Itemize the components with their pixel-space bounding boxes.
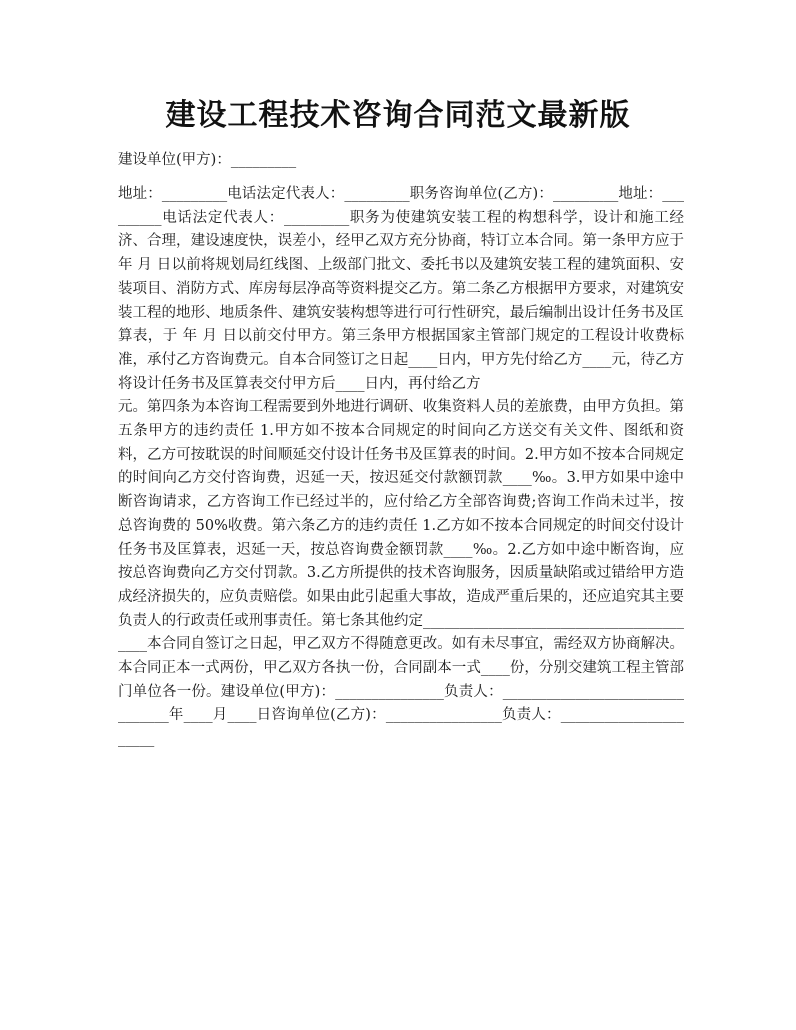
contract-body [118, 183, 684, 752]
document-title: 建设工程技术咨询合同范文最新版 [165, 98, 631, 133]
party-a-line: 建设单位(甲方)：_________ [118, 152, 297, 168]
contract-paragraph-1: 地址：_________电话法定代表人：_________职务咨询单位(乙方)：_________地址：_________电话法定代表人：_________职务为使建筑安装工程的构想科学，设计和施工经济、合理，建设速度快，误差小，经甲乙双方充分协商，特订立本合同。第一条甲方应于 年 月 日以前将规划局红线图、上级部门批文、委托书以及建筑安装工程的建筑面积、安装项目、消防方式、库房每层净高等资料提交乙方。第二条乙方根据甲方要求，对建筑安装工程的地形、地质条件、建筑安装构想等进行可行性研究，最后编制出设计任务书及匡算表，于 年 月 日以前交付甲方。第三条甲方根据国家主管部门规定的工程设计收费标准，承付乙方咨询费元。自本合同签订之日起____日内，甲方先付给乙方____元，待乙方将设计任务书及匡算表交付甲方后____日内，再付给乙方 [118, 186, 684, 392]
contract-paragraph-2: 元。第四条为本咨询工程需要到外地进行调研、收集资料人员的差旅费，由甲方负担。第五条甲方的违约责任 1.甲方如不按本合同规定的时间向乙方送交有关文件、图纸和资料，乙方可按耽误的时间顺延交付设计任务书及匡算表的时间。2.甲方如不按本合同规定的时间向乙方交付咨询费，迟延一天，按迟延交付款额罚款____‰。3.甲方如果中途中断咨询请求，乙方咨询工作已经过半的，应付给乙方全部咨询费;咨询工作尚未过半，按总咨询费的 50%收费。第六条乙方的违约责任 1.乙方如不按本合同规定的时间交付设计任务书及匡算表，迟延一天，按总咨询费金额罚款____‰。2.乙方如中途中断咨询，应按总咨询费向乙方交付罚款。3.乙方所提供的技术咨询服务，因质量缺陷或过错给甲方造成经济损失的，应负责赔偿。如果由此引起重大事故，造成严重后果的，还应追究其主要负责人的行政责任或刑事责任。第七条其他约定________________________________________本合同自签订之日起，甲乙双方不得随意更改。如有未尽事宜，需经双方协商解决。本合同正本一式两份，甲乙双方各执一份，合同副本一式____份，分别交建筑工程主管部门单位各一份。建设单位(甲方)：_______________负责人：________________________________年____月____日咨询单位(乙方)：________________负责人：______________________ [118, 399, 684, 748]
